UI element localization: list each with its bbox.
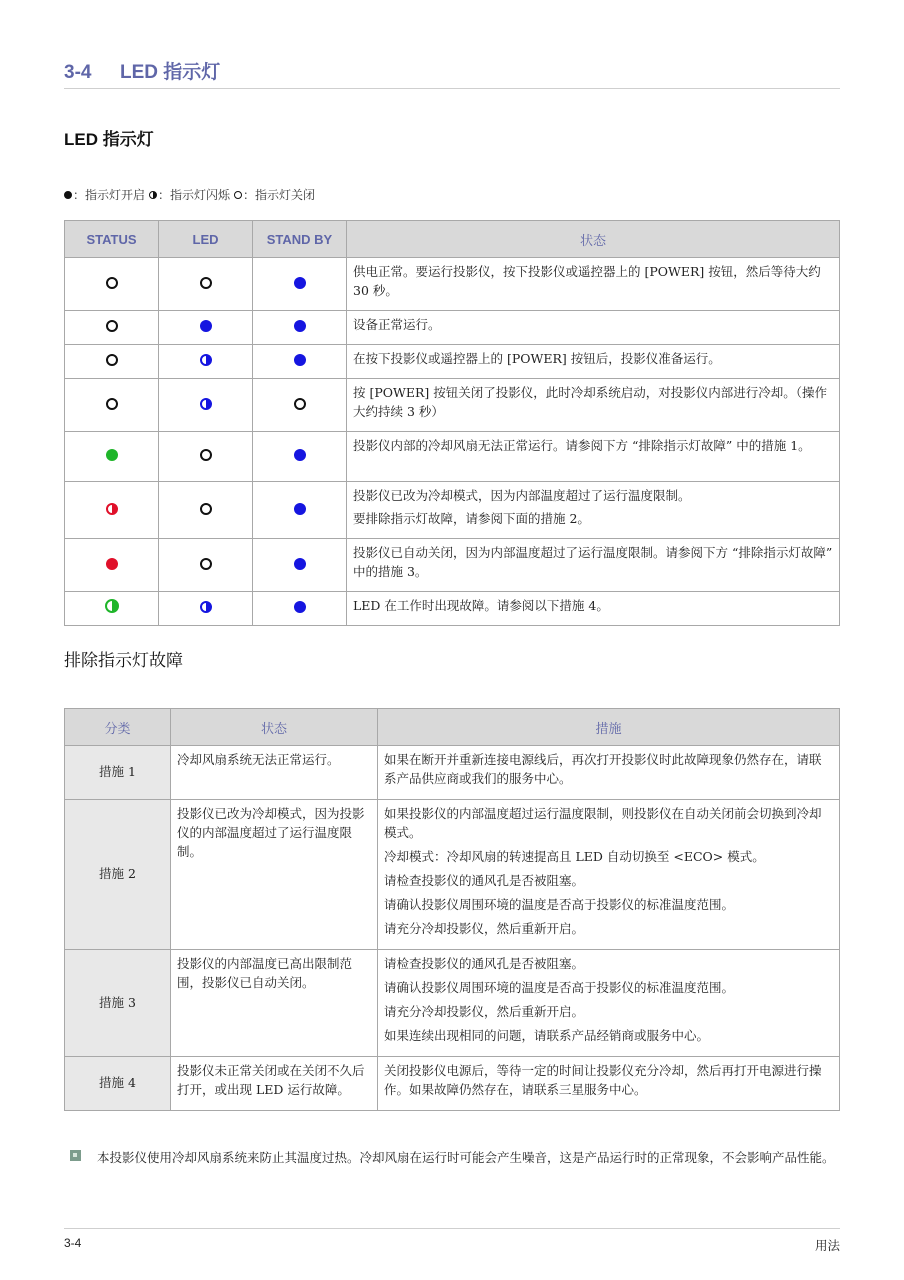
legend-on — [64, 186, 145, 203]
state-text: 在按下投影仪或遥控器上的 [POWER] 按钮后，投影仪准备运行。 — [353, 351, 721, 366]
led-off-icon — [234, 191, 242, 199]
action-text: 关闭投影仪电源后，等待一定的时间让投影仪充分冷却，然后再打开电源进行操作。如果故障仍然存在，请联系三星服务中心。 — [384, 1063, 822, 1097]
led-cell — [159, 432, 253, 482]
standby-cell — [253, 311, 347, 345]
state-cell — [347, 539, 840, 592]
note-text: 本投影仪使用冷却风扇系统来防止其温度过热。冷却风扇在运行时可能会产生噪音，这是产品运行时的正常现象，不会影响产品性能。 — [97, 1150, 835, 1165]
standby-indicator-icon — [294, 398, 306, 410]
action-text: 如果投影仪的内部温度超过运行温度限制，则投影仪在自动关闭前会切换到冷却模式。 — [384, 806, 822, 840]
chapter-name: 用法 — [814, 1238, 840, 1253]
state-cell: 投影仪的内部温度已高出限制范围，投影仪已自动关闭。 — [171, 950, 378, 1057]
standby-indicator-icon — [294, 277, 306, 289]
status-indicator-icon — [106, 503, 118, 515]
legend-label: ：指示灯闪烁 — [158, 188, 231, 202]
category-cell: 措施 3 — [65, 950, 171, 1057]
led-blink-icon — [149, 191, 157, 199]
footer-divider — [64, 1228, 840, 1229]
standby-indicator-icon — [294, 503, 306, 515]
note-icon — [70, 1150, 81, 1161]
status-indicator-icon — [106, 398, 118, 410]
legend-off — [234, 186, 315, 203]
status-cell — [65, 379, 159, 432]
legend-blink — [149, 186, 230, 203]
state-cell: 投影仪未正常关闭或在关闭不久后打开，或出现 LED 运行故障。 — [171, 1057, 378, 1111]
status-indicator-icon — [106, 449, 118, 461]
led-cell — [159, 345, 253, 379]
category-cell: 措施 1 — [65, 746, 171, 800]
troubleshoot-row — [65, 950, 840, 1057]
page-number: 3-4 — [64, 1236, 82, 1250]
status-row — [65, 432, 840, 482]
state-text: 设备正常运行。 — [353, 317, 441, 332]
section-title-text: LED 指示灯 — [120, 62, 221, 83]
troubleshoot-row — [65, 800, 840, 950]
section-title — [64, 58, 840, 89]
action-cell — [378, 746, 840, 800]
led-indicator-icon — [200, 277, 212, 289]
action-cell — [378, 950, 840, 1057]
led-cell — [159, 592, 253, 626]
led-cell — [159, 539, 253, 592]
status-row — [65, 258, 840, 311]
standby-cell — [253, 592, 347, 626]
state-text: 供电正常。要运行投影仪，按下投影仪或遥控器上的 [POWER] 按钮，然后等待大约 30 秒。 — [353, 264, 821, 298]
state-cell — [347, 345, 840, 379]
action-text: 请充分冷却投影仪，然后重新开启。 — [384, 921, 585, 936]
col-category: 分类 — [65, 709, 171, 746]
status-row — [65, 379, 840, 432]
troubleshoot-row — [65, 1057, 840, 1111]
led-indicator-icon — [200, 449, 212, 461]
standby-indicator-icon — [294, 449, 306, 461]
section-number: 3-4 — [64, 62, 92, 83]
state-cell — [347, 379, 840, 432]
standby-cell — [253, 482, 347, 539]
led-indicator-icon — [200, 503, 212, 515]
legend-label: ：指示灯开启 — [73, 188, 146, 202]
status-table — [64, 220, 840, 626]
status-cell — [65, 345, 159, 379]
action-cell — [378, 800, 840, 950]
led-cell — [159, 258, 253, 311]
status-indicator-icon — [105, 599, 119, 613]
status-cell — [65, 258, 159, 311]
state-text: 要排除指示灯故障，请参阅下面的措施 2。 — [353, 511, 590, 526]
status-row — [65, 345, 840, 379]
action-text: 冷却模式：冷却风扇的转速提高且 LED 自动切换至 <ECO> 模式。 — [384, 849, 765, 864]
action-text: 如果连续出现相同的问题，请联系产品经销商或服务中心。 — [384, 1028, 710, 1043]
led-indicator-icon — [200, 320, 212, 332]
status-cell — [65, 539, 159, 592]
state-cell — [347, 432, 840, 482]
state-cell: 冷却风扇系统无法正常运行。 — [171, 746, 378, 800]
state-cell — [347, 311, 840, 345]
state-cell — [347, 482, 840, 539]
col-state: 状态 — [171, 709, 378, 746]
action-text: 如果在断开并重新连接电源线后，再次打开投影仪时此故障现象仍然存在，请联系产品供应商或我们的服务中心。 — [384, 752, 822, 786]
action-text: 请检查投影仪的通风孔是否被阻塞。 — [384, 873, 585, 888]
led-indicator-icon — [200, 398, 212, 410]
col-state: 状态 — [347, 221, 840, 258]
note — [70, 1148, 840, 1167]
action-cell — [378, 1057, 840, 1111]
led-cell — [159, 379, 253, 432]
led-indicator-icon — [200, 601, 212, 613]
category-cell: 措施 2 — [65, 800, 171, 950]
status-indicator-icon — [106, 320, 118, 332]
action-text: 请确认投影仪周围环境的温度是否高于投影仪的标准温度范围。 — [384, 897, 735, 912]
standby-cell — [253, 345, 347, 379]
action-text: 请检查投影仪的通风孔是否被阻塞。 — [384, 956, 585, 971]
col-led: LED — [159, 221, 253, 258]
led-cell — [159, 482, 253, 539]
col-standby: STAND BY — [253, 221, 347, 258]
status-cell — [65, 432, 159, 482]
status-cell — [65, 311, 159, 345]
category-cell: 措施 4 — [65, 1057, 171, 1111]
status-row — [65, 482, 840, 539]
troubleshoot-row — [65, 746, 840, 800]
led-indicator-icon — [200, 558, 212, 570]
state-cell — [347, 592, 840, 626]
standby-cell — [253, 539, 347, 592]
state-text: 投影仪已自动关闭，因为内部温度超过了运行温度限制。请参阅下方 “排除指示灯故障” 中的措施 3。 — [353, 545, 833, 579]
action-text: 请充分冷却投影仪，然后重新开启。 — [384, 1004, 585, 1019]
action-text: 请确认投影仪周围环境的温度是否高于投影仪的标准温度范围。 — [384, 980, 735, 995]
state-text: 投影仪已改为冷却模式，因为内部温度超过了运行温度限制。 — [353, 488, 691, 503]
status-row — [65, 311, 840, 345]
led-on-icon — [64, 191, 72, 199]
status-indicator-icon — [106, 558, 118, 570]
status-indicator-icon — [106, 277, 118, 289]
troubleshoot-table — [64, 708, 840, 1111]
troubleshoot-heading: 排除指示灯故障 — [64, 651, 183, 670]
standby-cell — [253, 379, 347, 432]
status-row — [65, 539, 840, 592]
status-cell — [65, 482, 159, 539]
standby-indicator-icon — [294, 320, 306, 332]
legend-label: ：指示灯关闭 — [243, 188, 316, 202]
led-heading: LED 指示灯 — [64, 130, 154, 149]
col-status: STATUS — [65, 221, 159, 258]
led-indicator-icon — [200, 354, 212, 366]
standby-cell — [253, 432, 347, 482]
led-cell — [159, 311, 253, 345]
state-cell — [347, 258, 840, 311]
col-action: 措施 — [378, 709, 840, 746]
standby-cell — [253, 258, 347, 311]
status-indicator-icon — [106, 354, 118, 366]
state-text: 投影仪内部的冷却风扇无法正常运行。请参阅下方 “排除指示灯故障” 中的措施 1。 — [353, 438, 811, 453]
standby-indicator-icon — [294, 558, 306, 570]
state-cell: 投影仪已改为冷却模式，因为投影仪的内部温度超过了运行温度限制。 — [171, 800, 378, 950]
standby-indicator-icon — [294, 601, 306, 613]
status-row — [65, 592, 840, 626]
state-text: 按 [POWER] 按钮关闭了投影仪，此时冷却系统启动，对投影仪内部进行冷却。（操作大约持续 3 秒） — [353, 385, 827, 419]
state-text: LED 在工作时出现故障。请参阅以下措施 4。 — [353, 598, 609, 613]
standby-indicator-icon — [294, 354, 306, 366]
legend — [64, 186, 319, 203]
status-cell — [65, 592, 159, 626]
